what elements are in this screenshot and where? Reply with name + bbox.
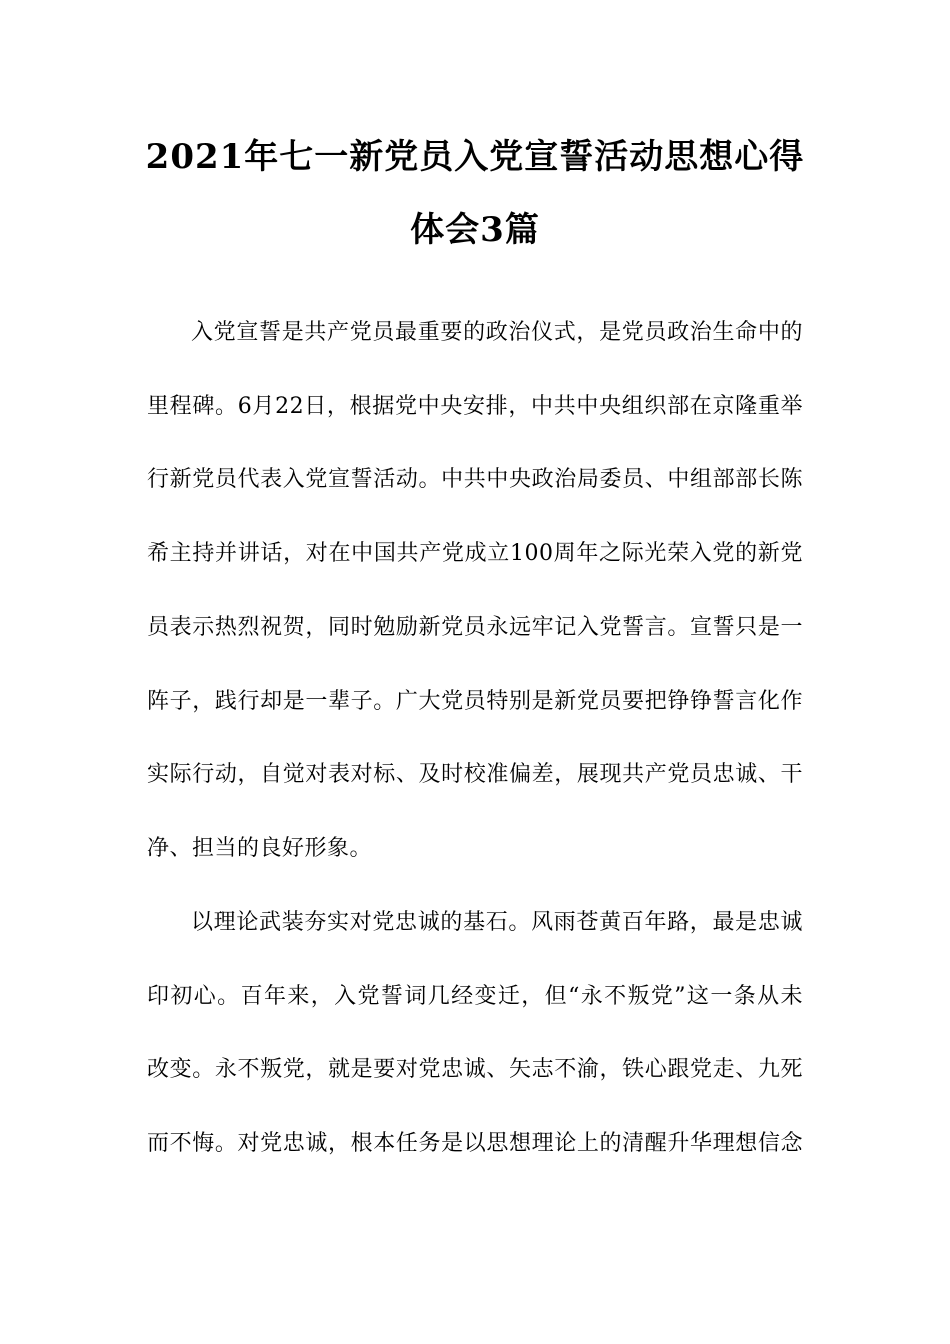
paragraph-1-line-4: 希主持并讲话，对在中国共产党成立100周年之际光荣入党的新党: [147, 541, 803, 566]
paragraph-1-line-2: 里程碑。6月22日，根据党中央安排，中共中央组织部在京隆重举: [147, 394, 803, 419]
paragraph-1-line-6: 阵子，践行却是一辈子。广大党员特别是新党员要把铮铮誓言化作: [147, 689, 803, 714]
paragraph-2-line-3: 改变。永不叛党，就是要对党忠诚、矢志不渝，铁心跟党走、九死: [147, 1057, 803, 1082]
document-title-line-2: 体会3篇: [410, 210, 540, 250]
paragraph-1-line-3: 行新党员代表入党宣誓活动。中共中央政治局委员、中组部部长陈: [147, 467, 803, 492]
document-title-line-1: 2021年七一新党员入党宣誓活动思想心得: [145, 137, 805, 177]
paragraph-2-line-4: 而不悔。对党忠诚，根本任务是以思想理论上的清醒升华理想信念: [147, 1131, 803, 1156]
paragraph-2-line-1: 以理论武装夯实对党忠诚的基石。风雨苍黄百年路，最是忠诚: [191, 910, 803, 935]
paragraph-1-line-1: 入党宣誓是共产党员最重要的政治仪式，是党员政治生命中的: [191, 320, 803, 345]
paragraph-1-line-8: 净、担当的良好形象。: [147, 836, 373, 861]
paragraph-1-line-7: 实际行动，自觉对表对标、及时校准偏差，展现共产党员忠诚、干: [147, 762, 803, 787]
paragraph-2-line-2: 印初心。百年来，入党誓词几经变迁，但“永不叛党”这一条从未: [147, 984, 803, 1009]
paragraph-1-line-5: 员表示热烈祝贺，同时勉励新党员永远牢记入党誓言。宣誓只是一: [147, 615, 803, 640]
